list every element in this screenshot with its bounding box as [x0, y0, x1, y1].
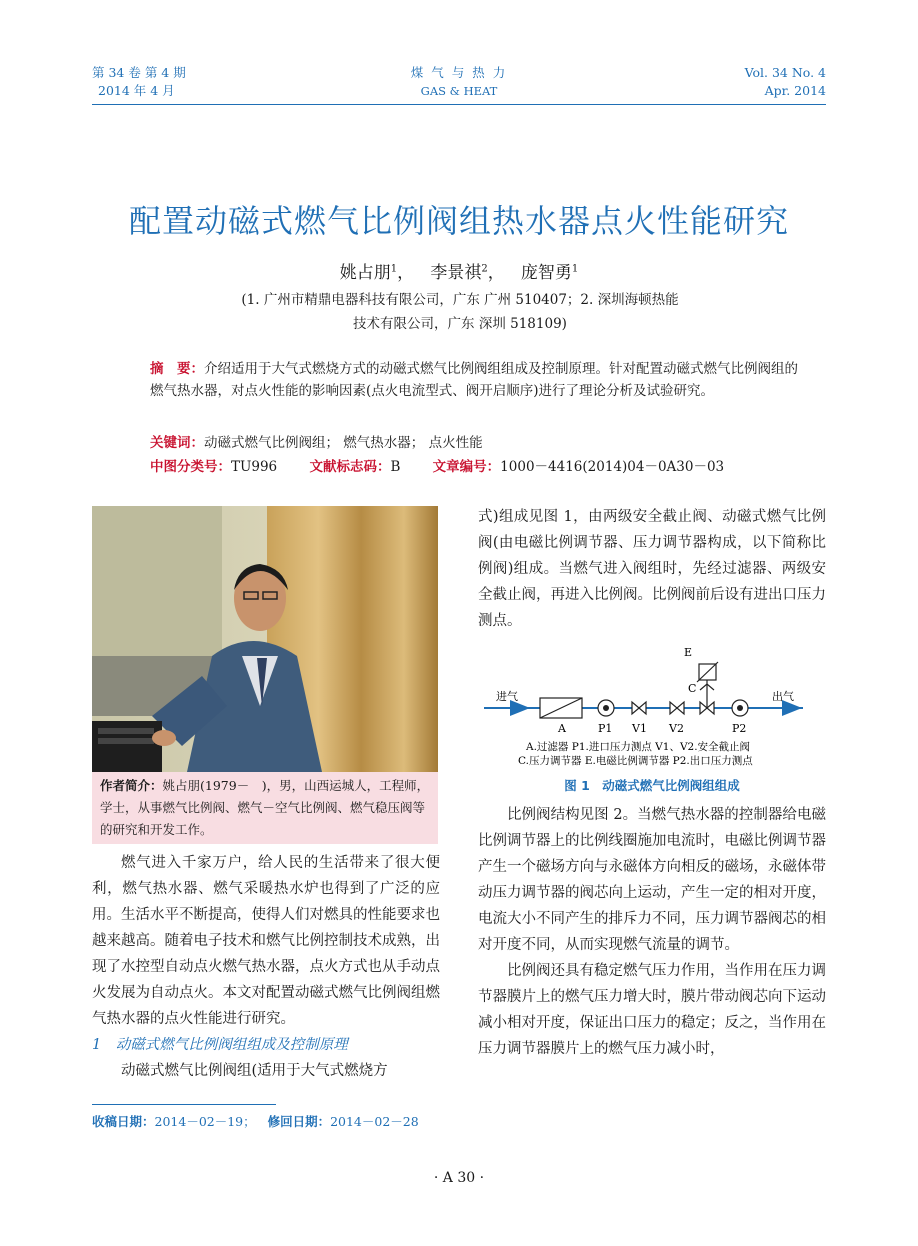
label-a: A	[558, 722, 566, 735]
right-column-continued	[478, 802, 826, 1062]
right-column	[478, 504, 826, 634]
keywords-label: 关键词：	[150, 435, 204, 451]
abstract	[150, 358, 800, 402]
journal-name-en: GAS & HEAT	[420, 84, 498, 98]
bio-label: 作者简介：	[100, 778, 163, 793]
received-date: 2014－02－19；	[154, 1114, 256, 1129]
clc-label: 中图分类号：	[150, 459, 231, 475]
abstract-label: 摘 要：	[150, 361, 204, 377]
label-e: E	[684, 646, 693, 659]
header-rule	[92, 104, 826, 105]
shutoff-valve-v2	[670, 702, 684, 714]
outlet-label: 出气	[772, 690, 794, 703]
author-name: 庞智勇	[520, 263, 572, 283]
body-paragraph: 燃气进入千家万户，给人民的生活带来了很大便利，燃气热水器、燃气采暖热水炉也得到了广泛的应用。生活水平不断提高，使得人们对燃具的性能要求也越来越高。随着电子技术和燃气比例控制技术成熟，出现了水控型自动点火燃气热水器，点火方式也从手动点火发展为自动点火。本文对配置动磁式燃气比例阀组燃气热水器的点火性能进行研究。	[92, 855, 440, 1027]
figure-legend-line: C.压力调节器 E.电磁比例调节器 P2.出口压力测点	[518, 755, 753, 767]
label-p1: P1	[598, 722, 613, 735]
author-bio	[92, 772, 438, 844]
affiliation-line: (1. 广州市精鼎电器科技有限公司，广东 广州 510407；2. 深圳海顿热能	[241, 292, 679, 308]
journal-name-cn: 煤 气 与 热 力	[410, 65, 508, 80]
pressure-point-p1-dot	[603, 705, 609, 711]
bio-text: 姚占朋(1979－ )，男，山西运城人，工程师，学士，从事燃气比例阀、燃气－空气比例阀、燃气稳压阀等的研究和开发工作。	[100, 778, 430, 837]
issue-date: 2014 年 4 月	[98, 83, 175, 98]
doc-code-label: 文献标志码：	[309, 459, 391, 475]
article-no-label: 文章编号：	[432, 459, 501, 475]
author-affil-mark: 1	[571, 263, 579, 275]
journal-name	[359, 64, 559, 100]
body-paragraph: 比例阀结构见图 2。当燃气热水器的控制器给电磁比例调节器上的比例线圈施加电流时，电磁比例调节器产生一个磁场方向与永磁体方向相反的磁场，永磁体带动压力调节器的阀芯向上运动，产生一定的相对开度，电流大小不同产生的排斥力不同，压力调节器阀芯的相对开度不同，从而实现燃气流量的调节。	[478, 807, 826, 953]
author-name: 姚占朋	[339, 263, 391, 283]
author-photo-illustration	[92, 506, 438, 772]
doc-code-value: B	[390, 459, 401, 475]
author-list: 姚占朋$^1$， 李景祺$^2$， 庞智勇$^1$	[339, 263, 579, 283]
inlet-label: 进气	[496, 690, 518, 703]
author-affil-mark: 2	[481, 263, 488, 275]
shutoff-valve-v1	[632, 702, 646, 714]
revised-label: 修回日期：	[267, 1114, 331, 1129]
keywords-text: 动磁式燃气比例阀组； 燃气热水器； 点火性能	[204, 435, 483, 451]
author-affil-mark: 1	[390, 263, 398, 275]
body-paragraph: 式)组成见图 1，由两级安全截止阀、动磁式燃气比例阀(由电磁比例调节器、压力调节器构成，以下简称比例阀)组成。当燃气进入阀组时，先经过滤器、两级安全截止阀，再进入比例阀。比例阀前后设有进出口压力测点。	[478, 509, 826, 629]
section-heading: 1 动磁式燃气比例阀组组成及控制原理	[92, 1037, 348, 1053]
footnote-dates	[92, 1112, 472, 1130]
article-no-value: 1000－4416(2014)04－0A30－03	[500, 459, 725, 475]
classification-line	[150, 456, 830, 478]
label-v2: V2	[669, 722, 684, 735]
author-photo	[92, 506, 438, 772]
body-paragraph: 动磁式燃气比例阀组(适用于大气式燃烧方	[121, 1063, 388, 1079]
volume-issue: 第 34 卷 第 4 期	[92, 65, 186, 80]
pressure-point-p2-dot	[737, 705, 743, 711]
journal-volume-en	[745, 64, 826, 100]
volume-issue-en: Vol. 34 No. 4	[744, 65, 826, 80]
journal-volume	[92, 64, 186, 100]
abstract-text: 介绍适用于大气式燃烧方式的动磁式燃气比例阀组组成及控制原理。针对配置动磁式燃气比例阀组的燃气热水器，对点火性能的影响因素(点火电流型式、阀开启顺序)进行了理论分析及试验研究。	[150, 361, 798, 399]
author-name: 李景祺	[430, 263, 482, 283]
affiliation-line: 技术有限公司，广东 深圳 518109)	[353, 316, 567, 332]
body-paragraph: 比例阀还具有稳定燃气压力作用，当作用在压力调节器膜片上的燃气压力增大时，膜片带动阀芯向下运动减小相对开度，保证出口压力的稳定；反之，当作用在压力调节器膜片上的燃气压力减小时，	[478, 963, 826, 1057]
figure-caption: 图 1 动磁式燃气比例阀组组成	[564, 778, 740, 793]
clc-value: TU996	[231, 459, 278, 475]
figure-1	[478, 640, 826, 770]
page-number: · A 30 ·	[433, 1170, 485, 1186]
footnote-rule	[92, 1104, 276, 1105]
issue-date-en: Apr. 2014	[764, 83, 826, 98]
left-column	[92, 850, 440, 1084]
received-label: 收稿日期：	[92, 1114, 155, 1129]
label-p2: P2	[732, 722, 747, 735]
revised-date: 2014－02－28	[330, 1114, 419, 1129]
label-c: C	[688, 682, 697, 695]
figure-1-schematic	[478, 640, 826, 770]
affiliations	[140, 288, 780, 336]
keywords	[150, 432, 800, 454]
figure-legend-line: A.过滤器 P1.进口压力测点 V1、V2.安全截止阀	[526, 741, 751, 753]
article-title: 配置动磁式燃气比例阀组热水器点火性能研究	[128, 202, 789, 240]
label-v1: V1	[632, 722, 647, 735]
